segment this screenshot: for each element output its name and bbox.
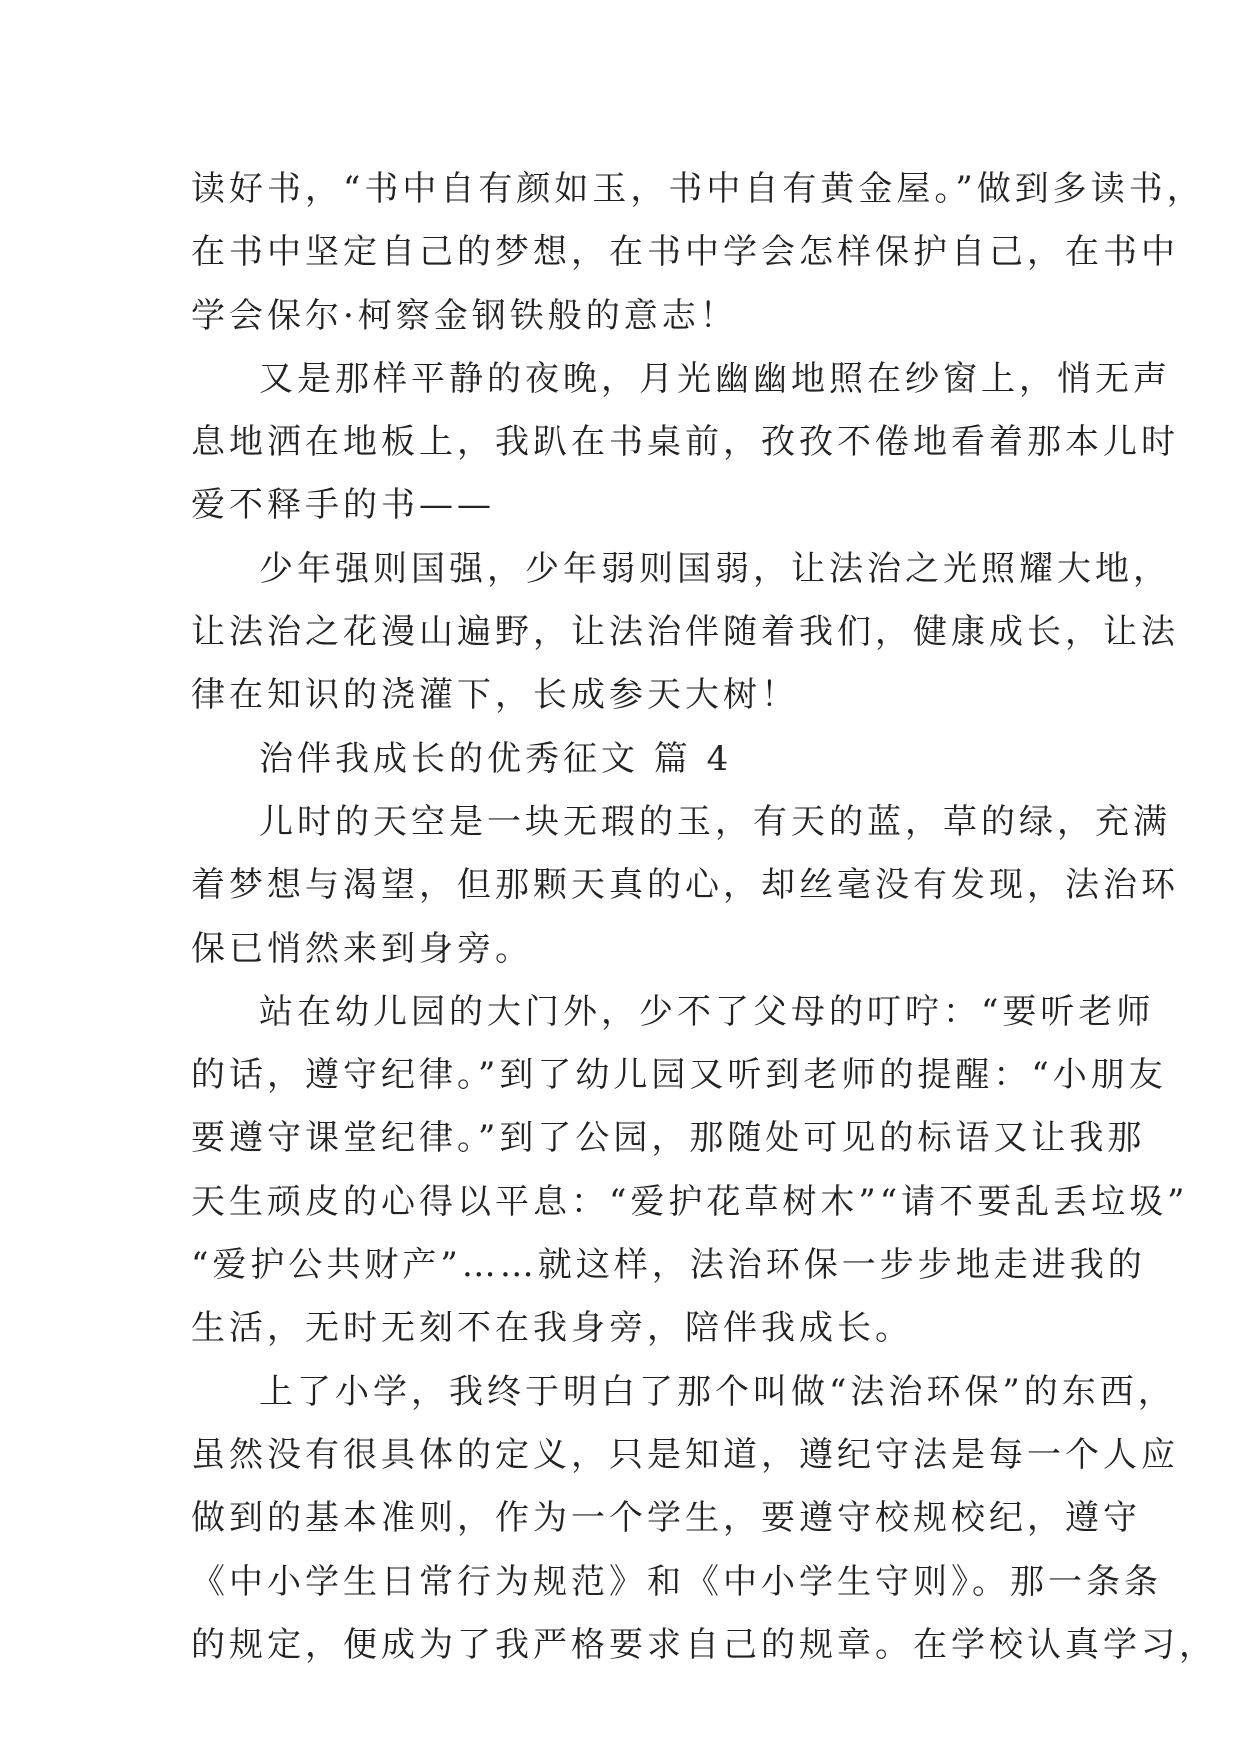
text-line: “爱护公共财产”……就这样，法治环保一步步地走进我的 bbox=[191, 1245, 1146, 1286]
text-line: 学会保尔·柯察金钢铁般的意志！ bbox=[191, 295, 738, 336]
text-line: 律在知识的浇灌下，长成参天大树！ bbox=[191, 675, 799, 716]
text-line: 虽然没有很具体的定义，只是知道，遵纪守法是每一个人应 bbox=[191, 1434, 1179, 1475]
text-line: 在书中坚定自己的梦想，在书中学会怎样保护自己，在书中 bbox=[191, 232, 1179, 273]
paragraph-start-line: 儿时的天空是一块无瑕的玉，有天的蓝，草的绿，充满 bbox=[259, 801, 1171, 842]
text-line: 让法治之花漫山遍野，让法治伴随着我们，健康成长，让法 bbox=[191, 612, 1179, 653]
text-line: 天生顽皮的心得以平息：“爱护花草树木”“请不要乱丢垃圾” bbox=[191, 1181, 1189, 1222]
text-line: 的规定，便成为了我严格要求自己的规章。在学校认真学习， bbox=[191, 1624, 1217, 1665]
text-line: 爱不释手的书—— bbox=[191, 485, 495, 526]
text-line: 保已悄然来到身旁。 bbox=[191, 928, 533, 969]
text-line: 生活，无时无刻不在我身旁，陪伴我成长。 bbox=[191, 1308, 913, 1349]
text-line: 着梦想与渴望，但那颗天真的心，却丝毫没有发现，法治环 bbox=[191, 865, 1179, 906]
article-body bbox=[191, 158, 1217, 1677]
paragraph-start-line: 又是那样平静的夜晚，月光幽幽地照在纱窗上，悄无声 bbox=[259, 358, 1171, 399]
text-line: 息地洒在地板上，我趴在书桌前，孜孜不倦地看着那本儿时 bbox=[191, 422, 1179, 463]
paragraph-start-line: 站在幼儿园的大门外，少不了父母的叮咛：“要听老师 bbox=[259, 991, 1155, 1032]
section-heading: 治伴我成长的优秀征文 篇 4 bbox=[259, 738, 733, 779]
text-line: 读好书，“书中自有颜如玉，书中自有黄金屋。”做到多读书， bbox=[191, 169, 1205, 209]
text-line: 要遵守课堂纪律。”到了公园，那随处可见的标语又让我那 bbox=[191, 1118, 1146, 1159]
text-line: 《中小学生日常行为规范》和《中小学生守则》。那一条条 bbox=[191, 1561, 1162, 1602]
paragraph-start-line: 上了小学，我终于明白了那个叫做“法治环保”的东西， bbox=[259, 1371, 1176, 1412]
text-line: 做到的基本准则，作为一个学生，要遵守校规校纪，遵守 bbox=[191, 1498, 1141, 1539]
paragraph-start-line: 少年强则国强，少年弱则国弱，让法治之光照耀大地， bbox=[259, 548, 1171, 589]
text-line: 的话，遵守纪律。”到了幼儿园又听到老师的提醒：“小朋友 bbox=[191, 1055, 1167, 1096]
